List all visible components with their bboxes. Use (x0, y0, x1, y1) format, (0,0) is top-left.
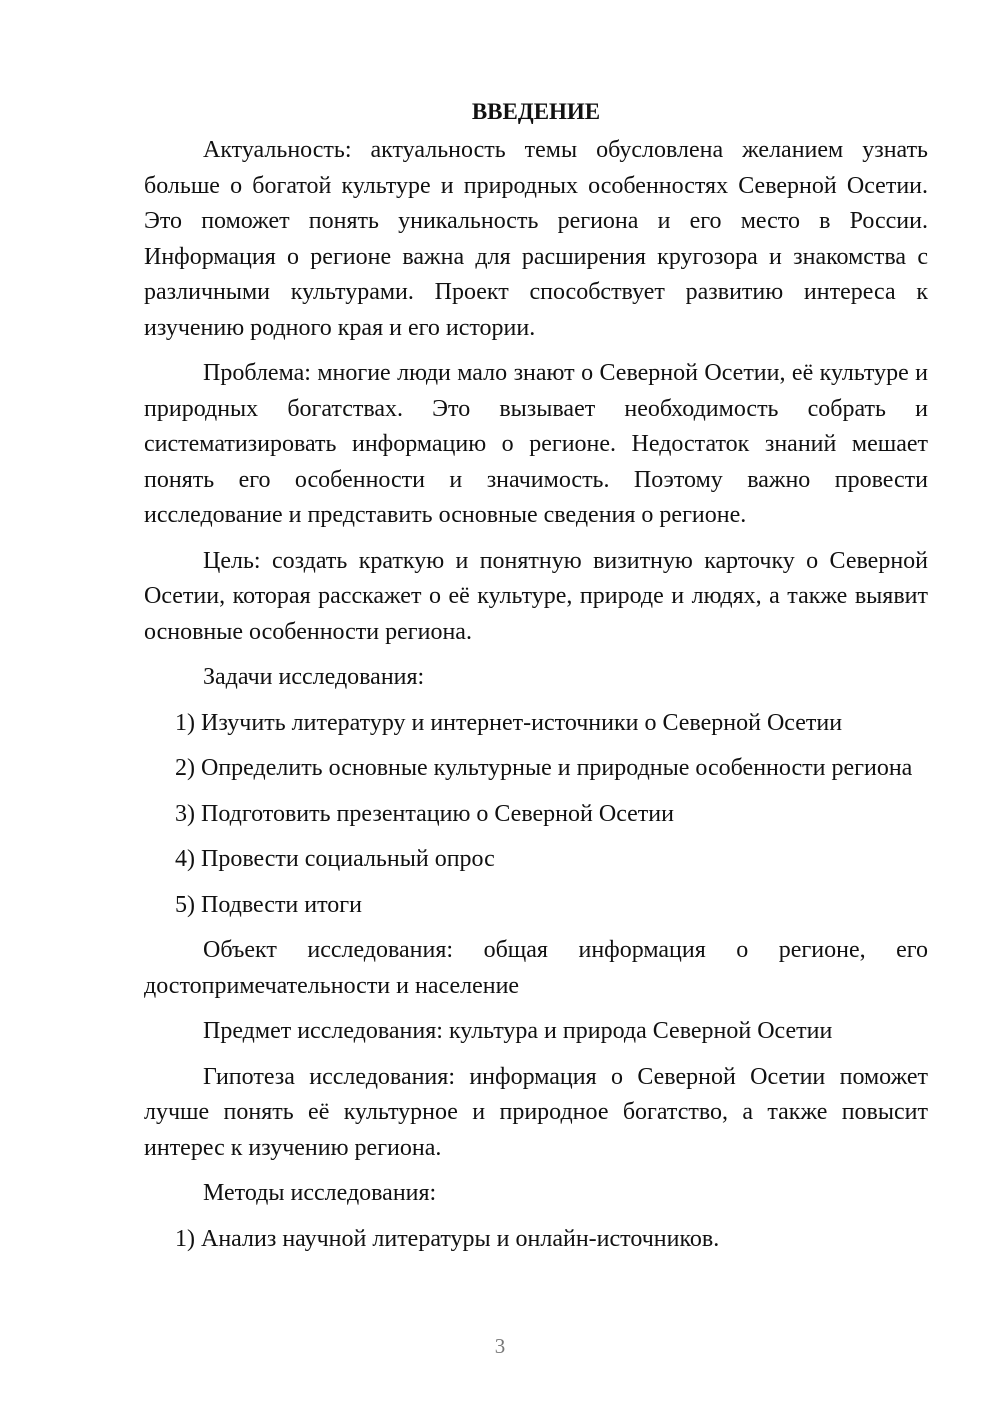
object-paragraph: Объект исследования: общая информация о регионе, его достопримечательности и население (144, 937, 928, 999)
hypothesis-paragraph: Гипотеза исследования: информация о Северной Осетии поможет лучше понять её культурное и природное богатство, а также повысит интерес к изучению региона. (144, 1063, 928, 1161)
relevance-paragraph: Актуальность: актуальность темы обусловлена желанием узнать больше о богатой культуре и природных особенностях Северной Осетии. Это поможет понять уникальность региона и его место в России. Информация о регионе важна для расширения кругозора и знакомства с различными культурами. Проект способствует развитию интереса к изучению родного края и его истории. (144, 137, 928, 341)
problem-paragraph: Проблема: многие люди мало знают о Северной Осетии, её культуре и природных богатствах. Это вызывает необходимость собрать и систематизировать информацию о регионе. Недостаток знаний мешает понять его особенности и значимость. Поэтому важно провести исследование и представить основные сведения о регионе. (144, 360, 928, 528)
tasks-heading: Задачи исследования: (203, 664, 425, 690)
task-item-1: 1) Изучить литературу и интернет-источники о Северной Осетии (175, 709, 843, 736)
methods-heading: Методы исследования: (203, 1180, 437, 1206)
subject-paragraph: Предмет исследования: культура и природа Северной Осетии (203, 1018, 833, 1044)
page-number: 3 (494, 1334, 506, 1358)
method-item-1: 1) Анализ научной литературы и онлайн-источников. (175, 1225, 720, 1252)
task-item-4: 4) Провести социальный опрос (175, 846, 495, 872)
goal-paragraph: Цель: создать краткую и понятную визитную карточку о Северной Осетии, которая расскажет о её культуре, природе и людях, а также выявит основные особенности региона. (144, 547, 928, 645)
task-item-2: 2) Определить основные культурные и природные особенности региона (175, 755, 913, 781)
document-body (144, 97, 928, 1267)
task-item-3: 3) Подготовить презентацию о Северной Осетии (175, 800, 674, 827)
page-title: ВВЕДЕНИЕ (471, 99, 601, 124)
task-item-5: 5) Подвести итоги (175, 891, 362, 918)
